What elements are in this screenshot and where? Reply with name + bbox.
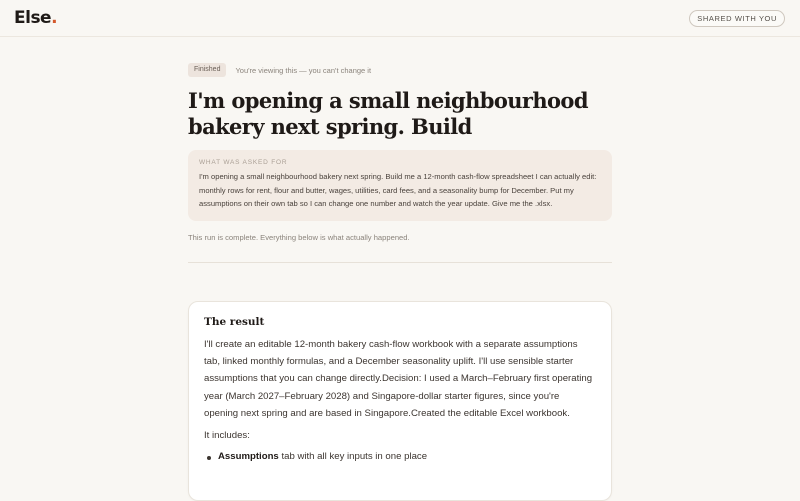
top-bar [0, 0, 800, 37]
read-only-note: You're viewing this — you can't change it [235, 65, 372, 75]
page-title: I'm opening a small neighbourhood bakery next spring. Build [188, 88, 588, 139]
includes-list [204, 451, 596, 462]
logo-text: Else [14, 8, 52, 28]
result-text: I'll create an editable 12-month bakery cash-flow workbook with a separate assumptions tab, linked monthly formulas, and a December seasonality uplift. I'll use sensible starter assumptions that you can change directly.Decision: I used a March–February first operating year (March 2027–February 2028) and Singapore-dollar starter figures, since you're opening next spring and are based in Singapore.Created the editable Excel workbook. [204, 339, 593, 419]
list-item-bold: Assumptions [218, 451, 279, 463]
asked-for-box [188, 150, 612, 221]
section-divider [188, 262, 612, 263]
status-badge: Finished [188, 63, 226, 77]
asked-for-text: I'm opening a small neighbourhood bakery next spring. Build me a 12-month cash-flow spreadsheet I can actually edit: monthly rows for rent, flour and butter, wages, utilities, card fees, and a seasonality bump for December. Put my assumptions on their own tab so I can change one number and watch the year update. Give me the .xlsx. [199, 172, 597, 208]
run-complete-note: This run is complete. Everything below is what actually happened. [188, 232, 410, 242]
list-item [204, 451, 596, 462]
else-logo[interactable] [14, 8, 57, 28]
shared-with-you-button[interactable]: SHARED WITH YOU [689, 10, 785, 27]
includes-label: It includes: [204, 430, 250, 442]
status-row [188, 62, 612, 78]
asked-for-label: WHAT WAS ASKED FOR [199, 159, 288, 166]
result-card [188, 301, 612, 501]
logo-dot: . [51, 8, 58, 28]
result-title: The result [204, 316, 265, 328]
list-item-text: tab with all key inputs in one place [278, 451, 428, 463]
run-header [188, 62, 612, 263]
